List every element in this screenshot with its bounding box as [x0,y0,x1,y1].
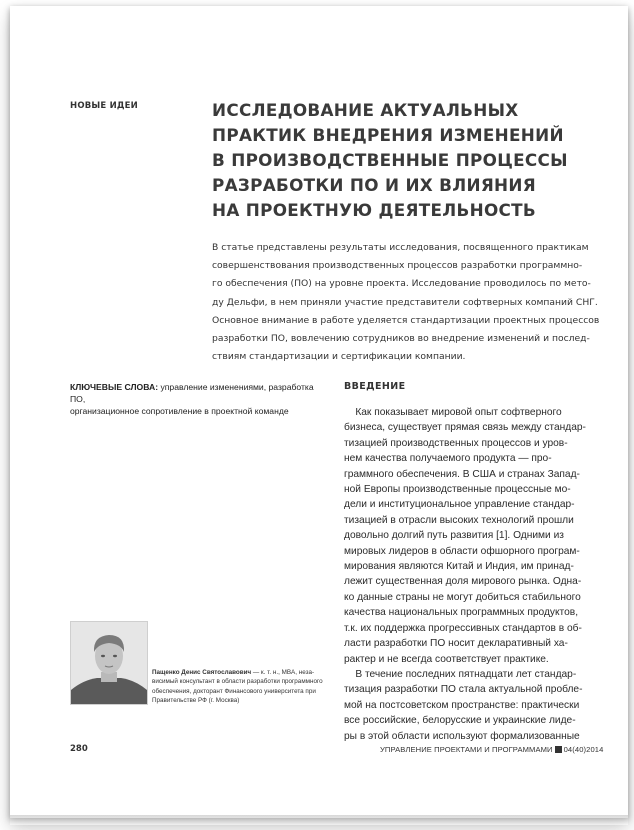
author-line: обеспечения, докторант Финансового университета при [152,687,316,695]
abstract-line: ду Дельфи, в нем приняли участие представители софтверных компаний СНГ. [212,296,598,308]
abstract-line: ствиям стандартизации и сертификации компании. [212,351,466,363]
abstract-line: В статье представлены результаты исследования, посвященного практикам [212,242,589,253]
body-line: ласти разработки ПО носит декларативный ха- [344,638,568,650]
section-tag: НОВЫЕ ИДЕИ [70,101,138,111]
abstract [212,239,600,366]
body-line: качества национальных программных продуктов, [344,607,579,619]
title-line: РАЗРАБОТКИ ПО И ИХ ВЛИЯНИЯ [212,175,536,195]
author-portrait-illustration [71,622,147,704]
abstract-line: го обеспечения (ПО) на уровне проекта. Исследование проводилось по мето- [212,278,591,290]
journal-title: УПРАВЛЕНИЕ ПРОЕКТАМИ И ПРОГРАММАМИ [380,745,553,754]
body-line: ной Европы производственные процессные мо- [344,484,571,496]
body-line: ры в этой области используют формализованные [344,730,580,742]
body-line: дели и институциональное управление стандар- [344,499,575,511]
author-line: Правительстве РФ (г. Москва) [152,697,240,705]
author-credentials: — к. т. н., MBA, неза- [251,669,315,676]
body-line: рактер и не всегда соответствует практике. [344,653,549,665]
keywords-block [70,381,320,417]
title-line: НА ПРОЕКТНУЮ ДЕЯТЕЛЬНОСТЬ [212,200,536,220]
body-line: тизация разработки ПО стала актуальной пробле- [344,684,583,696]
body-line: ко данные страны не могут добиться стабильного [344,591,581,603]
body-line: довольно долгий путь развития [1]. Одними из [344,530,564,542]
intro-heading: ВВЕДЕНИЕ [344,381,406,392]
body-line: бизнеса, существует прямая связь между стандар- [344,422,586,434]
abstract-line: разработки ПО, вовлечению сотрудников во внедрение изменений и послед- [212,333,590,345]
body-line: мирования являются Китай и Индия, им принад- [344,561,574,573]
body-line: мировых лидеров в области офшорного програм- [344,545,580,557]
keywords-label: КЛЮЧЕВЫЕ СЛОВА: [70,382,159,392]
body-line: лежит существенная доля мирового рынка. Одна- [344,576,582,588]
body-line: нем качества получаемого продукта — про- [344,453,552,465]
separator-square-icon [555,746,562,753]
page-number: 280 [70,744,88,754]
author-line: висимый консультант в области разработки программного [152,678,323,686]
body-line: тизацией производственных процессов и уров- [344,437,568,449]
journal-footer [380,745,603,754]
abstract-line: совершенствования производственных процессов разработки программно- [212,260,583,272]
body-text [344,405,584,744]
title-line: ИССЛЕДОВАНИЕ АКТУАЛЬНЫХ [212,100,519,120]
page-shadow [10,815,628,825]
keywords-text: организационное сопротивление в проектной команде [70,406,289,416]
abstract-line: Основное внимание в работе уделяется стандартизации проектных процессов [212,314,600,326]
author-name: Пащенко Денис Святославович [152,669,252,676]
author-info [152,668,322,706]
body-line: т.к. их поддержка прогрессивных стандартов в об- [344,622,582,634]
body-line: тизацией в отрасли высоких технологий прошли [344,514,574,526]
body-line: В течение последних пятнадцати лет стандар- [344,668,577,680]
author-photo [70,621,148,705]
title-line: В ПРОИЗВОДСТВЕННЫЕ ПРОЦЕССЫ [212,150,568,170]
body-line: все российские, белорусские и украинские лиде- [344,715,576,727]
keywords-text: управление изменениями, разработка ПО, [70,382,314,404]
title-line: ПРАКТИК ВНЕДРЕНИЯ ИЗМЕНЕНИЙ [212,125,564,145]
body-line: граммного обеспечения. В США и странах Запад- [344,468,580,480]
journal-issue: 04(40)2014 [563,745,604,754]
body-line: Как показывает мировой опыт софтверного [344,407,562,418]
body-line: мой на постсоветском пространстве: практически [344,699,580,711]
article-title [212,98,592,223]
